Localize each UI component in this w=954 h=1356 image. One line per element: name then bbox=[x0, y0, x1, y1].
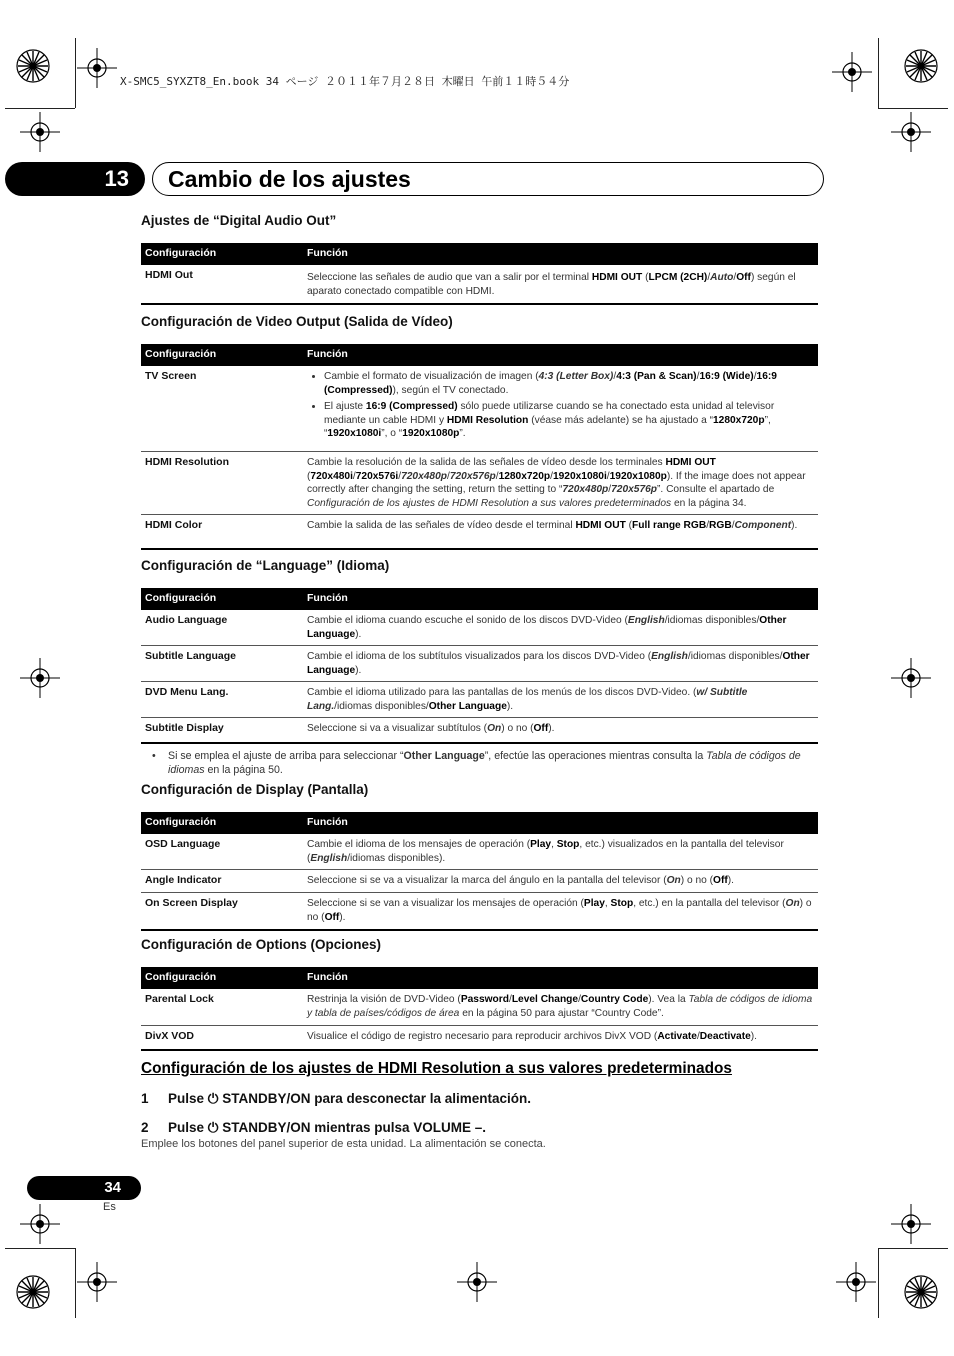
table-display bbox=[141, 812, 818, 931]
row-config: On Screen Display bbox=[145, 897, 238, 909]
header-function: Función bbox=[307, 247, 348, 259]
header-config: Configuración bbox=[145, 592, 217, 604]
step-text: Pulse ⏻ STANDBY/ON mientras pulsa VOLUME –. bbox=[168, 1120, 486, 1135]
row-function: Cambie el idioma de los subtítulos visualizados para los discos DVD-Video (English/idiomas disponibles/Other Language). bbox=[307, 651, 810, 676]
table-row bbox=[141, 682, 818, 718]
table-row bbox=[141, 870, 818, 893]
registration-wheel-icon bbox=[903, 48, 939, 84]
page-language: Es bbox=[103, 1201, 116, 1213]
header-config: Configuración bbox=[145, 816, 217, 828]
crosshair-icon bbox=[20, 112, 60, 152]
table-header bbox=[141, 243, 818, 265]
row-config: HDMI Color bbox=[145, 519, 203, 531]
table-row bbox=[141, 1026, 818, 1051]
section-title-digital-audio: Ajustes de “Digital Audio Out” bbox=[141, 213, 337, 228]
header-function: Función bbox=[307, 592, 348, 604]
row-config: Parental Lock bbox=[145, 993, 214, 1005]
row-function: Cambie el idioma utilizado para las pantallas de los menús de los discos DVD-Video. (w/ Subtitle Lang./idiomas disponibles/Other Language). bbox=[307, 687, 748, 712]
table-header bbox=[141, 344, 818, 366]
crosshair-icon bbox=[891, 658, 931, 698]
row-config: Audio Language bbox=[145, 614, 228, 626]
row-config: HDMI Out bbox=[145, 269, 193, 281]
row-function: Seleccione si se va a visualizar la marca del ángulo en la pantalla del televisor (On) o no (Off). bbox=[307, 875, 734, 886]
row-function: Cambie la salida de las señales de vídeo desde el terminal HDMI OUT (Full range RGB/RGB/Component). bbox=[307, 520, 798, 531]
table-row bbox=[141, 989, 818, 1026]
table-digital-audio bbox=[141, 243, 818, 305]
table-row bbox=[141, 834, 818, 870]
crosshair-icon bbox=[832, 52, 872, 92]
row-config: Subtitle Language bbox=[145, 650, 237, 662]
row-config: Subtitle Display bbox=[145, 722, 224, 734]
row-function: • Cambie el formato de visualización de imagen (4:3 (Letter Box)/4:3 (Pan & Scan)/16:9 (Wide)/16:9 (Compressed)), según el TV conectado. • El ajuste 16:9 (Compressed) sólo puede utilizarse cuando se ha conectado esta unidad al televisor mediante un cable HDMI y HDMI Resolution (véase más adelante) se ha ajustado a “1280x720p”, “1920x1080i”, o “1920x1080p”. bbox=[307, 370, 815, 444]
table-row bbox=[141, 646, 818, 682]
header-config: Configuración bbox=[145, 247, 217, 259]
step-number: 2 bbox=[141, 1120, 149, 1135]
table-video-output bbox=[141, 344, 818, 550]
row-function: Visualice el código de registro necesario para reproducir archivos DivX VOD (Activate/Deactivate). bbox=[307, 1031, 757, 1042]
row-function: Seleccione si se van a visualizar los mensajes de operación (Play, Stop, etc.) en la pantalla del televisor (On) o no (Off). bbox=[307, 898, 812, 923]
row-function: Seleccione si va a visualizar subtítulos (On) o no (Off). bbox=[307, 723, 555, 734]
crosshair-icon bbox=[891, 1204, 931, 1244]
crosshair-icon bbox=[20, 1204, 60, 1244]
header-function: Función bbox=[307, 348, 348, 360]
chapter-title: Cambio de los ajustes bbox=[168, 166, 411, 192]
chapter-number-badge: 13 bbox=[5, 162, 145, 196]
section-title-display: Configuración de Display (Pantalla) bbox=[141, 782, 369, 797]
header-function: Función bbox=[307, 816, 348, 828]
header-config: Configuración bbox=[145, 971, 217, 983]
registration-wheel-icon bbox=[15, 48, 51, 84]
row-config: TV Screen bbox=[145, 370, 197, 382]
crosshair-icon bbox=[457, 1262, 497, 1302]
row-function: Cambie el idioma cuando escuche el sonido de los discos DVD-Video (English/idiomas disponibles/Other Language). bbox=[307, 615, 787, 640]
section-title-language: Configuración de “Language” (Idioma) bbox=[141, 558, 390, 573]
row-function: Seleccione las señales de audio que van a salir por el terminal HDMI OUT (LPCM (2CH)/Auto/Off) según el aparato conectado compatible con HDMI. bbox=[307, 272, 796, 297]
section-title-options: Configuración de Options (Opciones) bbox=[141, 937, 382, 952]
crosshair-icon bbox=[77, 1262, 117, 1302]
crosshair-icon bbox=[20, 658, 60, 698]
table-header bbox=[141, 967, 818, 989]
step-1 bbox=[141, 1091, 531, 1107]
row-config: HDMI Resolution bbox=[145, 456, 229, 468]
row-config: OSD Language bbox=[145, 838, 221, 850]
step-note: Emplee los botones del panel superior de esta unidad. La alimentación se conecta. bbox=[141, 1138, 546, 1150]
reset-section-title: Configuración de los ajustes de HDMI Resolution a sus valores predeterminados bbox=[141, 1060, 732, 1077]
crosshair-icon bbox=[77, 48, 117, 88]
table-header bbox=[141, 812, 818, 834]
table-row bbox=[141, 265, 818, 305]
row-function: Cambie el idioma de los mensajes de operación (Play, Stop, etc.) visualizados en la pantalla del televisor (English/idiomas disponibles). bbox=[307, 839, 784, 864]
step-2 bbox=[141, 1120, 486, 1136]
row-config: DivX VOD bbox=[145, 1030, 195, 1042]
header-function: Función bbox=[307, 971, 348, 983]
table-options bbox=[141, 967, 818, 1051]
table-row bbox=[141, 718, 818, 744]
table-header bbox=[141, 588, 818, 610]
row-config: Angle Indicator bbox=[145, 874, 222, 886]
note-text: Si se emplea el ajuste de arriba para seleccionar “Other Language”, efectúe las operaciones mientras consulta la Tabla de códigos de idiomas en la página 50. bbox=[168, 750, 801, 776]
table-row bbox=[141, 515, 818, 550]
registration-wheel-icon bbox=[15, 1274, 51, 1310]
book-header: X-SMC5_SYXZT8_En.book 34 ページ ２０１１年７月２８日 木曜日 午前１１時５４分 bbox=[120, 75, 570, 88]
step-number: 1 bbox=[141, 1091, 149, 1106]
step-text: Pulse ⏻ STANDBY/ON para desconectar la alimentación. bbox=[168, 1091, 532, 1106]
table-row bbox=[141, 366, 818, 452]
table-language bbox=[141, 588, 818, 744]
crosshair-icon bbox=[891, 112, 931, 152]
registration-wheel-icon bbox=[903, 1274, 939, 1310]
section-title-video-output: Configuración de Video Output (Salida de Vídeo) bbox=[141, 314, 453, 329]
bullet-icon: • bbox=[152, 750, 156, 762]
row-config: DVD Menu Lang. bbox=[145, 686, 229, 698]
table-row bbox=[141, 610, 818, 646]
chapter-title-box bbox=[152, 162, 824, 196]
row-function: Restrinja la visión de DVD-Video (Password/Level Change/Country Code). Vea la Tabla de códigos de idioma y tabla de países/códigos de área en la página 50 para ajustar “Country Code”. bbox=[307, 994, 813, 1019]
table-row bbox=[141, 893, 818, 931]
row-function: Cambie la resolución de la salida de las señales de vídeo desde los terminales HDMI OUT (720x480i/720x576i/720x480p/720x576p/1280x720p/1920x1080i/1920x1080p). If the image does not appear correctly after changing the setting, return the setting to “720x480p/720x576p”. Consulte el apartado de Configuración de los ajustes de HDMI Resolution a sus valores predeterminados en la página 34. bbox=[307, 457, 806, 509]
page-number-badge: 34 bbox=[27, 1176, 141, 1200]
header-config: Configuración bbox=[145, 348, 217, 360]
table-row bbox=[141, 452, 818, 515]
crosshair-icon bbox=[836, 1262, 876, 1302]
